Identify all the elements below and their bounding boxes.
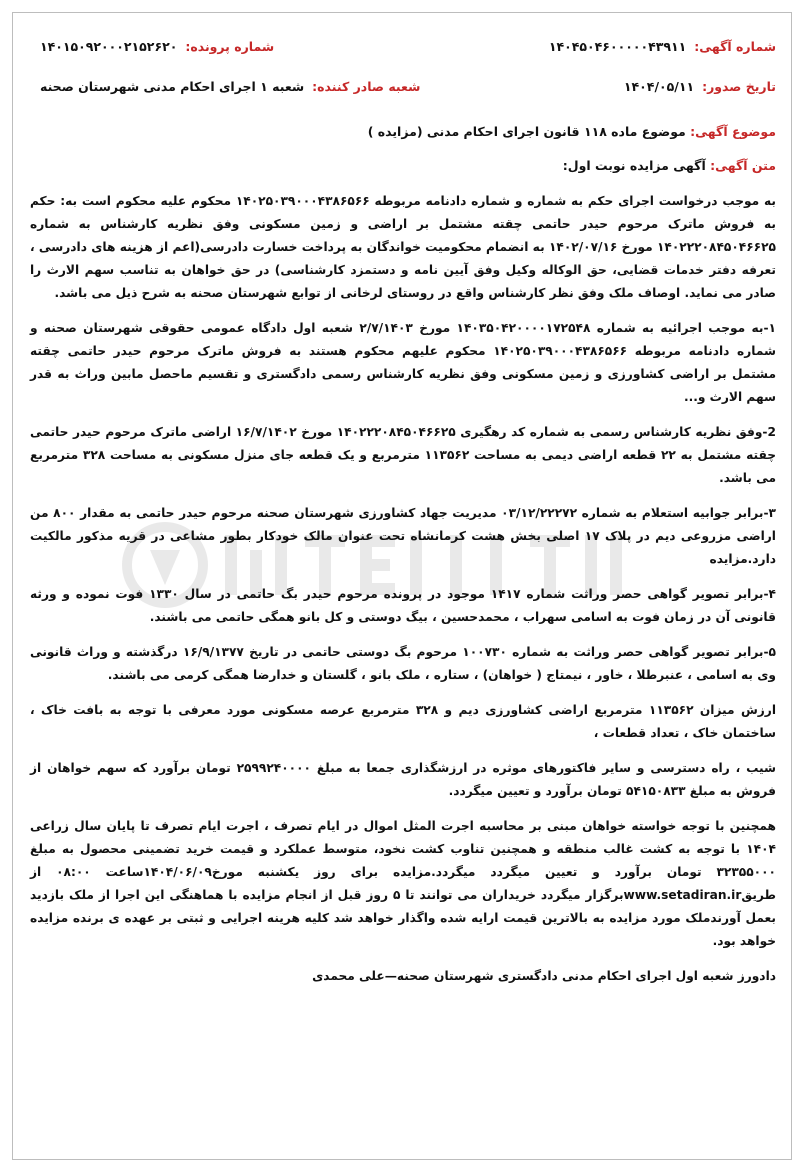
paragraph-auction-text: همچنین با توجه خواسته خواهان مبنی بر محاسبه اجرت المثل اموال در ایام تصرف ، اجرت ایام تصرف تا پایان سال زراعی ۱۴۰۴ با توجه به کشت غالب منطقه و همچنین تناوب کشت نخود، متوسط عملکرد و قیمت خرید تضمینی محصول به مبلغ ۳۲۳۵۵۰۰۰ تومان برآورد و تعیین میگردد میگردد.مزایده برای روز یکشنبه مورخ۱۴۰۴/۰۶/۰۹ساعت ۰۸:۰۰ از طریق [30, 819, 776, 902]
meta-row-2 [40, 74, 776, 98]
issuer [40, 79, 420, 94]
issuer-label: شعبه صادر کننده: [312, 78, 421, 94]
notice-number [549, 39, 776, 54]
signature-line: دادورز شعبه اول اجرای احکام مدنی دادگستری شهرستان صحنه—علی محمدی [312, 969, 776, 983]
subject-label: موضوع آگهی: [690, 124, 776, 139]
paragraph-item-4: ۴-برابر تصویر گواهی حصر وراثت شماره ۱۴۱۷ موجود در پرونده مرحوم حیدر بگ حاتمی در سال ۱۳۳۰ فوت نموده و ورثه قانونی آن در زمان فوت به اسامی سهراب ، محمدحسین ، بیگ دوستی و کل بانو همگی حاتمی می باشند. [30, 587, 776, 624]
paragraph-intro: به موجب درخواست اجرای حکم به شماره و شماره دادنامه مربوطه ۱۴۰۲۵۰۳۹۰۰۰۴۳۸۶۵۶۶ محکوم علیه محکوم است به: حکم به فروش ماترک مرحوم حیدر حاتمی چقته مشتمل بر اراضی و زمین مسکونی وفق نظریه کارشناس به شماره ۱۴۰۲۲۲۰۸۴۵۰۴۶۶۲۵ مورخ ۱۴۰۲/۰۷/۱۶ به انضمام محکومیت خواندگان به پرداخت خسارت دادرسی(اعم از هزینه های دادرسی ، تعرفه دفتر خدمات قضایی، حق الوکاله وکیل وفق آیین نامه و دستمزد کارشناسی) در حق خواهان به تناسب سهم الارث را صادر می نماید. اوصاف ملک وفق نظر کارشناس واقع در روستای لرخانی از توابع شهرستان صحنه به شرح ذیل می باشد. [30, 194, 776, 300]
case-number [40, 39, 274, 54]
paragraph-valuation: ارزش میزان ۱۱۳۵۶۲ مترمربع اراضی کشاورزی دیم و ۳۲۸ مترمربع عرصه مسکونی مورد معرفی با توجه به بافت خاک ، ساختمان خاک ، تعداد قطعات ، [30, 703, 776, 740]
subject-value: موضوع ماده ۱۱۸ قانون اجرای احکام مدنی (مزایده ) [367, 124, 686, 139]
meta-row-1 [40, 34, 776, 58]
case-number-label: شماره پرونده: [185, 38, 275, 54]
text-heading [40, 158, 776, 173]
issue-date-label: تاریخ صدور: [702, 78, 776, 94]
paragraph-item-2: 2-وفق نظریه کارشناس رسمی به شماره کد رهگیری ۱۴۰۲۲۲۰۸۴۵۰۴۶۶۲۵ مورخ ۱۶/۷/۱۴۰۲ اراضی ماترک مرحوم حیدر حاتمی چقته مشتمل به ۲۲ قطعه اراضی دیمی به مساحت ۱۱۳۵۶۲ مترمربع و یک قطعه جای منزل مسکونی به مساحت ۳۲۸ مترمربع می باشد. [30, 425, 776, 485]
paragraph-item-3: ۳-برابر جوابیه استعلام به شماره ۰۳/۱۲/۲۲۲۷۲ مدیریت جهاد کشاورزی شهرستان صحنه مرحوم حیدر حاتمی به مقدار ۸۰۰ من اراضی مزروعی دیم در پلاک ۱۷ اصلی بخش هشت کرمانشاه تحت عنوان مالک خودکار بطور مشاعی در قریه مذکور مالکیت دارد.مزایده [30, 506, 776, 566]
paragraph-auction-tail: برگزار میگردد خریداران می توانند تا ۵ روز قبل از انجام مزایده با هماهنگی این اجرا از ملک بازدید بعمل آورندملک مورد مزایده به بالاترین قیمت ارایه شده واگذار خواهد شد کلیه هرینه اجرایی و ثبتی بر عهده ی برنده مزایده خواهد بود. [30, 888, 776, 948]
text-heading-label: متن آگهی: [710, 158, 776, 173]
case-number-value: ۱۴۰۱۵۰۹۲۰۰۰۲۱۵۲۶۲۰ [40, 38, 178, 54]
paragraph-item-1: ۱-به موجب اجرائیه به شماره ۱۴۰۳۵۰۴۲۰۰۰۰۱۷۲۵۴۸ مورخ ۲/۷/۱۴۰۳ شعبه اول دادگاه عمومی حقوقی شهرستان صحنه و شماره دادنامه مربوطه ۱۴۰۲۵۰۳۹۰۰۰۴۳۸۶۵۶۶ محکوم علیهم محکوم هستند به فروش ماترک مرحوم حیدر حاتمی چقته مشتمل بر اراضی کشاورزی و زمین مسکونی وفق نظریه کارشناس رسمی دادگستری و تقسیم ماحصل مابین وراث به قدر سهم الارث و... [30, 321, 776, 404]
issue-date [624, 79, 776, 94]
notice-number-value: ۱۴۰۴۵۰۴۶۰۰۰۰۰۴۳۹۱۱ [548, 38, 687, 54]
issuer-value: شعبه ۱ اجرای احکام مدنی شهرستان صحنه [40, 78, 305, 94]
notice-number-label: شماره آگهی: [694, 38, 776, 54]
paragraph-price: شیب ، راه دسترسی و سایر فاکتورهای موثره در ارزشگذاری جمعا به مبلغ ۲۵۹۹۲۴۰۰۰۰ تومان برآورد که سهم خواهان از فروش به مبلغ ۵۴۱۵۰۸۳۳ تومان برآورد و تعیین میگردد. [30, 761, 776, 798]
paragraph-item-5: ۵-برابر تصویر گواهی حصر وراثت به شماره ۱۰۰۷۳۰ مرحوم بگ دوستی حاتمی در تاریخ ۱۶/۹/۱۳۷۷ درگذشته و وراث قانونی وی به اسامی ، عنبرطلا ، خاور ، نیمتاج ( خواهان) ، ستاره ، ملک بانو ، گلستان و خدارضا همگی کرمی می باشند. [30, 645, 776, 682]
subject-line [40, 124, 776, 139]
text-heading-value: آگهی مزایده نوبت اول: [562, 158, 706, 173]
issue-date-value: ۱۴۰۴/۰۵/۱۱ [623, 78, 695, 94]
notice-body [30, 190, 776, 1000]
paragraph-auction [30, 815, 776, 953]
setadiran-link[interactable]: www.setadiran.ir [623, 888, 742, 902]
